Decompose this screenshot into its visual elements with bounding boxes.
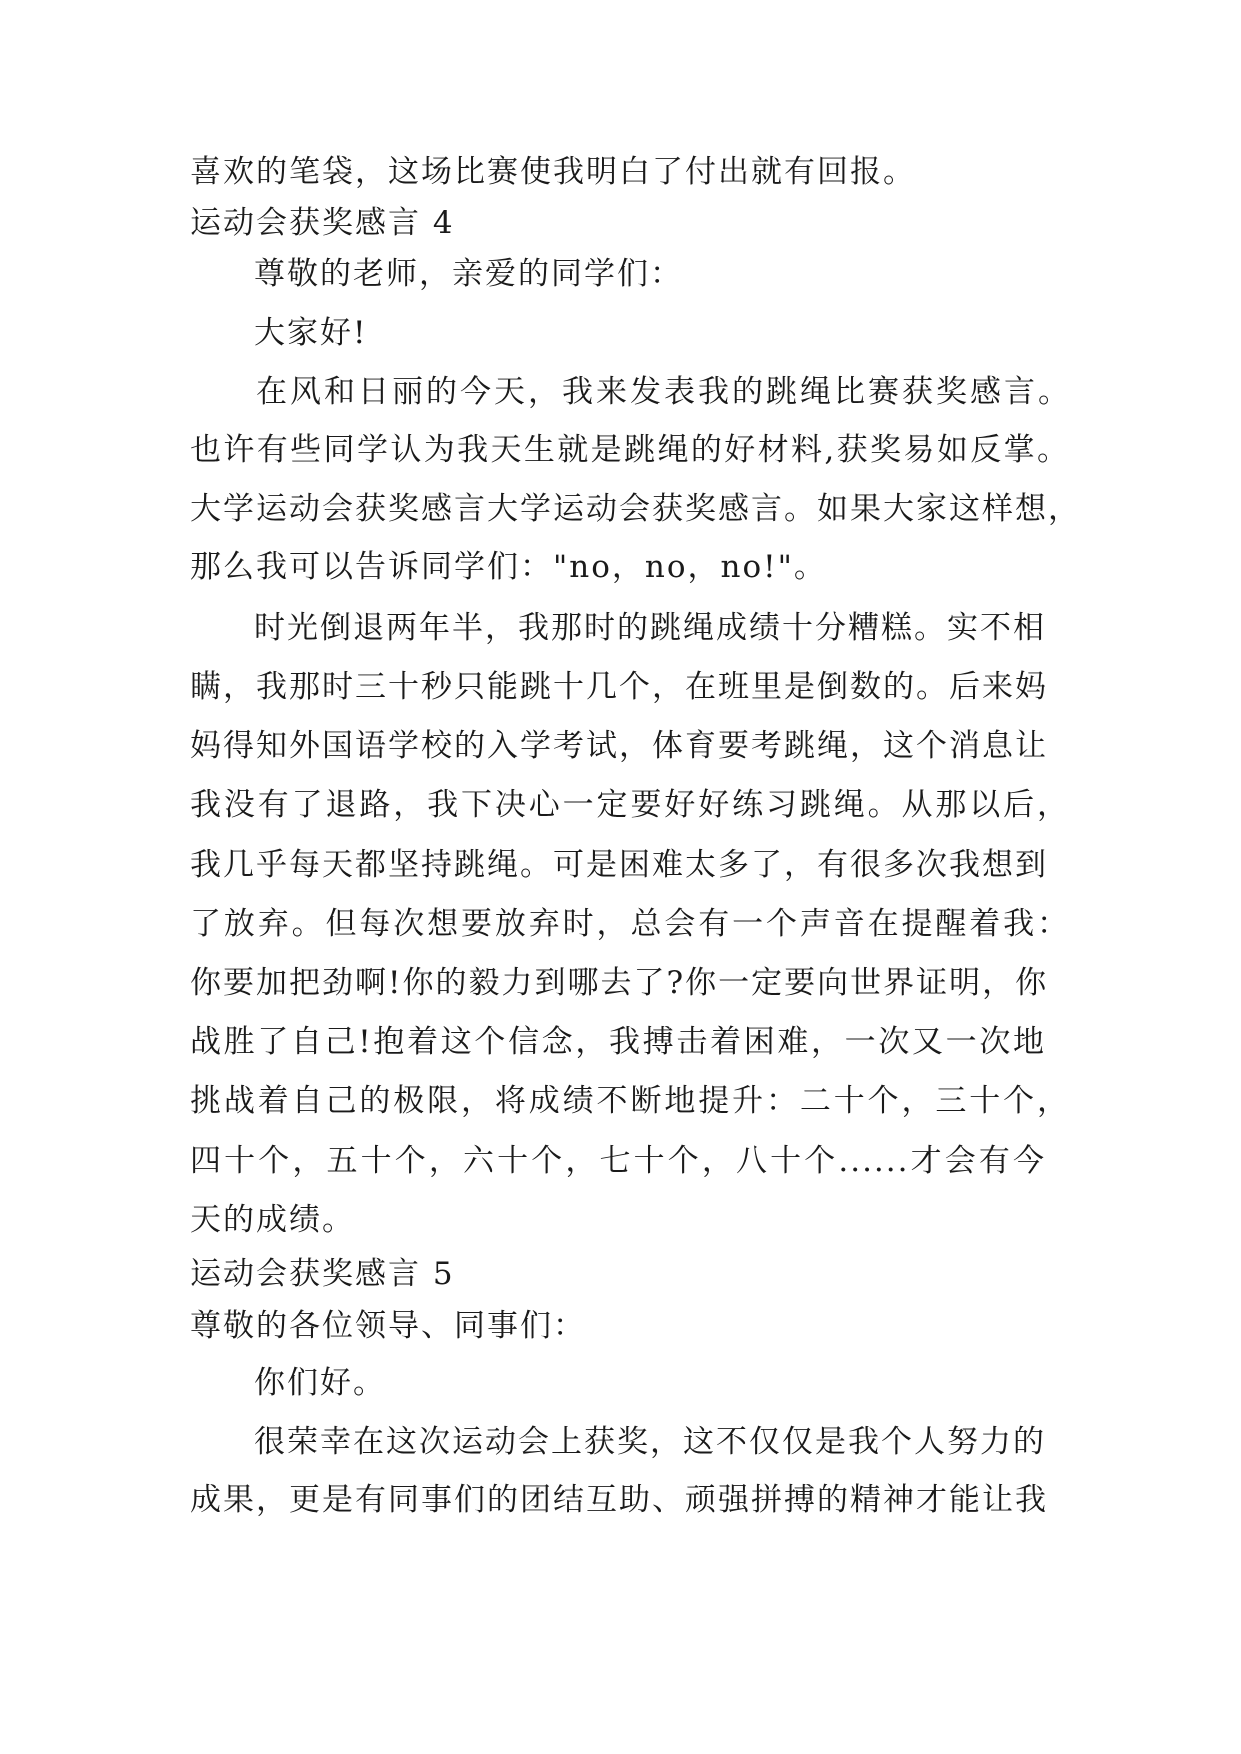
text-line: 四十个，五十个，六十个，七十个，八十个......才会有今 [190,1143,1046,1179]
text-line: 我没有了退路，我下决心一定要好好练习跳绳。从那以后， [190,787,1070,823]
text-line: 在风和日丽的今天，我来发表我的跳绳比赛获奖感言。 [256,374,1071,410]
text-line: 妈得知外国语学校的入学考试，体育要考跳绳，这个消息让 [190,728,1048,764]
greeting: 大家好! [254,315,368,351]
text-line: 你要加把劲啊!你的毅力到哪去了?你一定要向世界证明，你 [190,965,1049,1001]
text-line: 也许有些同学认为我天生就是跳绳的好材料,获奖易如反掌。 [190,432,1070,468]
text-line: 瞒，我那时三十秒只能跳十几个，在班里是倒数的。后来妈 [190,669,1048,705]
text-line: 时光倒退两年半，我那时的跳绳成绩十分糟糕。实不相 [254,610,1046,646]
text-line: 那么我可以告诉同学们："no，no，no!"。 [190,549,827,585]
salutation: 尊敬的老师，亲爱的同学们： [254,256,683,292]
greeting: 你们好。 [254,1365,386,1401]
text-line: 很荣幸在这次运动会上获奖，这不仅仅是我个人努力的 [254,1424,1046,1460]
text-line: 大学运动会获奖感言大学运动会获奖感言。如果大家这样想， [190,491,1081,527]
text-line: 喜欢的笔袋，这场比赛使我明白了付出就有回报。 [190,154,916,190]
text-line: 挑战着自己的极限，将成绩不断地提升：二十个，三十个， [190,1083,1070,1119]
salutation: 尊敬的各位领导、同事们： [190,1308,586,1344]
text-line: 天的成绩。 [190,1202,355,1238]
text-line: 我几乎每天都坚持跳绳。可是困难太多了，有很多次我想到 [190,847,1048,883]
text-line: 成果，更是有同事们的团结互助、顽强拼搏的精神才能让我 [190,1482,1048,1518]
text-line: 战胜了自己!抱着这个信念，我搏击着困难，一次又一次地 [190,1024,1046,1060]
text-line: 了放弃。但每次想要放弃时，总会有一个声音在提醒着我： [190,906,1070,942]
section-heading: 运动会获奖感言 5 [190,1256,455,1292]
section-heading: 运动会获奖感言 4 [190,205,455,241]
